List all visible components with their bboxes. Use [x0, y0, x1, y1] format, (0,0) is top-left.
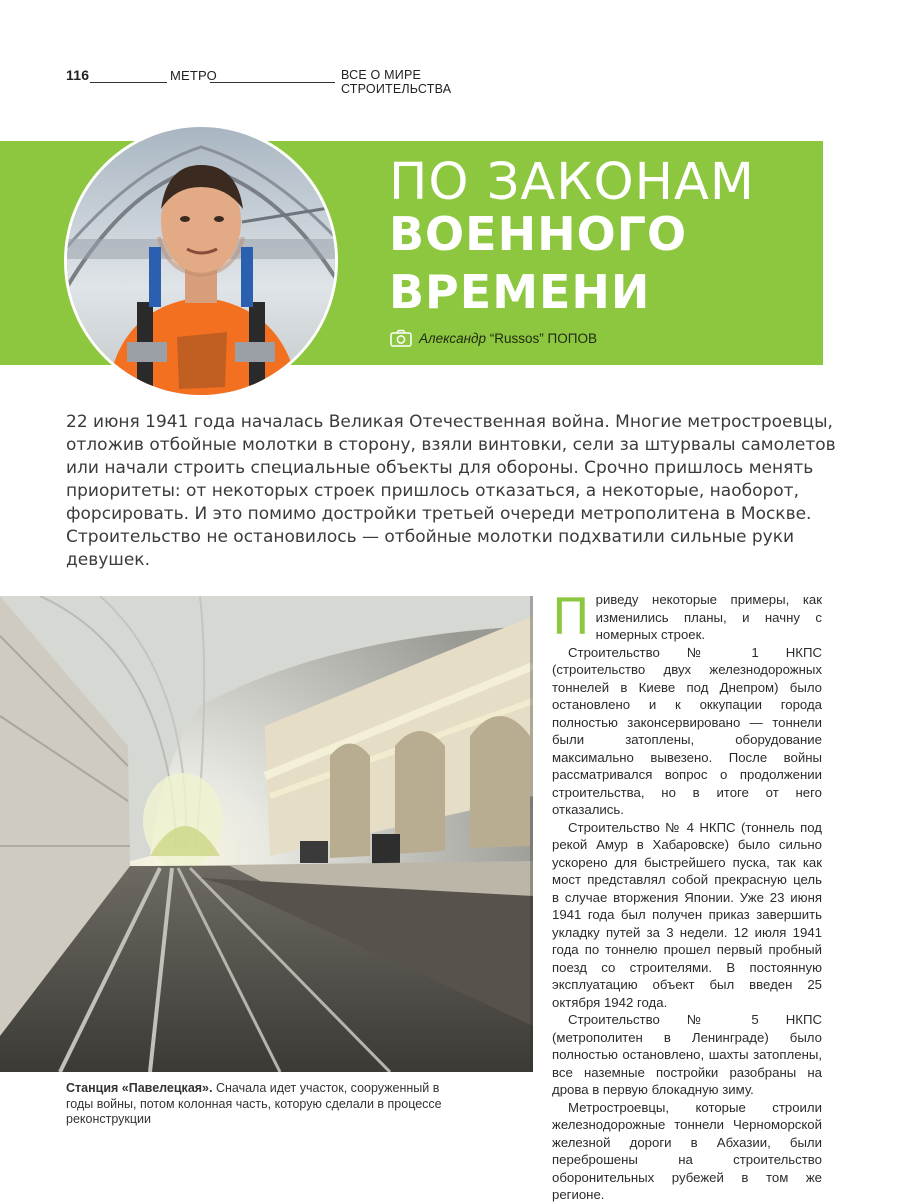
title-line-3: ВРЕМЕНИ	[389, 265, 651, 319]
author-last-name: “Russos” ПОПОВ	[489, 331, 597, 346]
photo-credit	[419, 331, 597, 346]
drop-cap: П	[552, 588, 590, 646]
article-paragraph: Строительство № 1 НКПС (строительство двух железнодорожных тоннелей в Киеве под Днепром) было остановлено и к оккупации города полностью законсервировано — тоннели были затоплены, оборудование максимально вывезено. После войны рассматривался вопрос о продолжении строительства, но в итоге от него отказались.	[552, 644, 822, 817]
running-header	[66, 66, 506, 96]
author-first-name: Александр	[419, 331, 487, 346]
article-column	[552, 588, 822, 1204]
article-paragraph: Метростроевцы, которые строили железнодорожные тоннели Черноморской железной дороги в Абхазии, были переброшены на строительство оборонительных рубежей в том же регионе.	[552, 1099, 822, 1202]
photo-caption	[66, 1081, 466, 1128]
article-paragraph: Строительство № 4 НКПС (тоннель под рекой Амур в Хабаровске) было сильно ускорено для быстрейшего пуска, так как мост представлял собой прекрасную цель в случае вторжения Японии. Уже 23 июня 1941 года был получен приказ завершить укладку путей за 3 недели. 12 июля 1941 года по тоннелю прошел первый пробный поезд со строителями. В постоянную эксплуатацию объект был введен 25 октября 1942 года.	[552, 819, 822, 1010]
camera-icon	[390, 329, 412, 347]
author-portrait	[64, 124, 338, 398]
caption-title: Станция «Павелецкая».	[66, 1081, 213, 1095]
article-paragraph-text: риведу некоторые примеры, как изменились планы, и начну с номерных строек.	[595, 592, 822, 642]
station-photo	[0, 596, 533, 1072]
article-paragraph	[552, 588, 822, 646]
page-number: 116	[66, 67, 90, 83]
title-line-1: ПО ЗАКОНАМ	[389, 153, 755, 212]
caption-text: Сначала идет участок, сооруженный в годы войны, потом колонная часть, которую сделали в процессе реконструкции	[66, 1081, 442, 1126]
title-line-2: ВОЕННОГО	[389, 207, 688, 261]
article-paragraph: Строительство № 5 НКПС (метрополитен в Ленинграде) было полностью остановлено, шахты затоплены, все наземные постройки разобраны на дрова в первую блокадную зиму.	[552, 1012, 822, 1097]
header-rule	[210, 82, 335, 83]
section-label: МЕТРО	[170, 68, 217, 83]
lead-paragraph: 22 июня 1941 года началась Великая Отечественная война. Многие метростроевцы, отложив отбойные молотки в сторону, взяли винтовки, сели за штурвалы самолетов или начали строить специальные объекты для обороны. Срочно пришлось менять приоритеты: от некоторых строек пришлось отказаться, а некоторые, наоборот, форсировать. И это помимо достройки третьей очереди метрополитена в Москве. Строительство не остановилось — отбойные молотки подхватили сильные руки девушек.	[66, 412, 836, 570]
magazine-name: ВСЕ О МИРЕ СТРОИТЕЛЬСТВА	[341, 68, 452, 96]
header-rule	[90, 82, 167, 83]
